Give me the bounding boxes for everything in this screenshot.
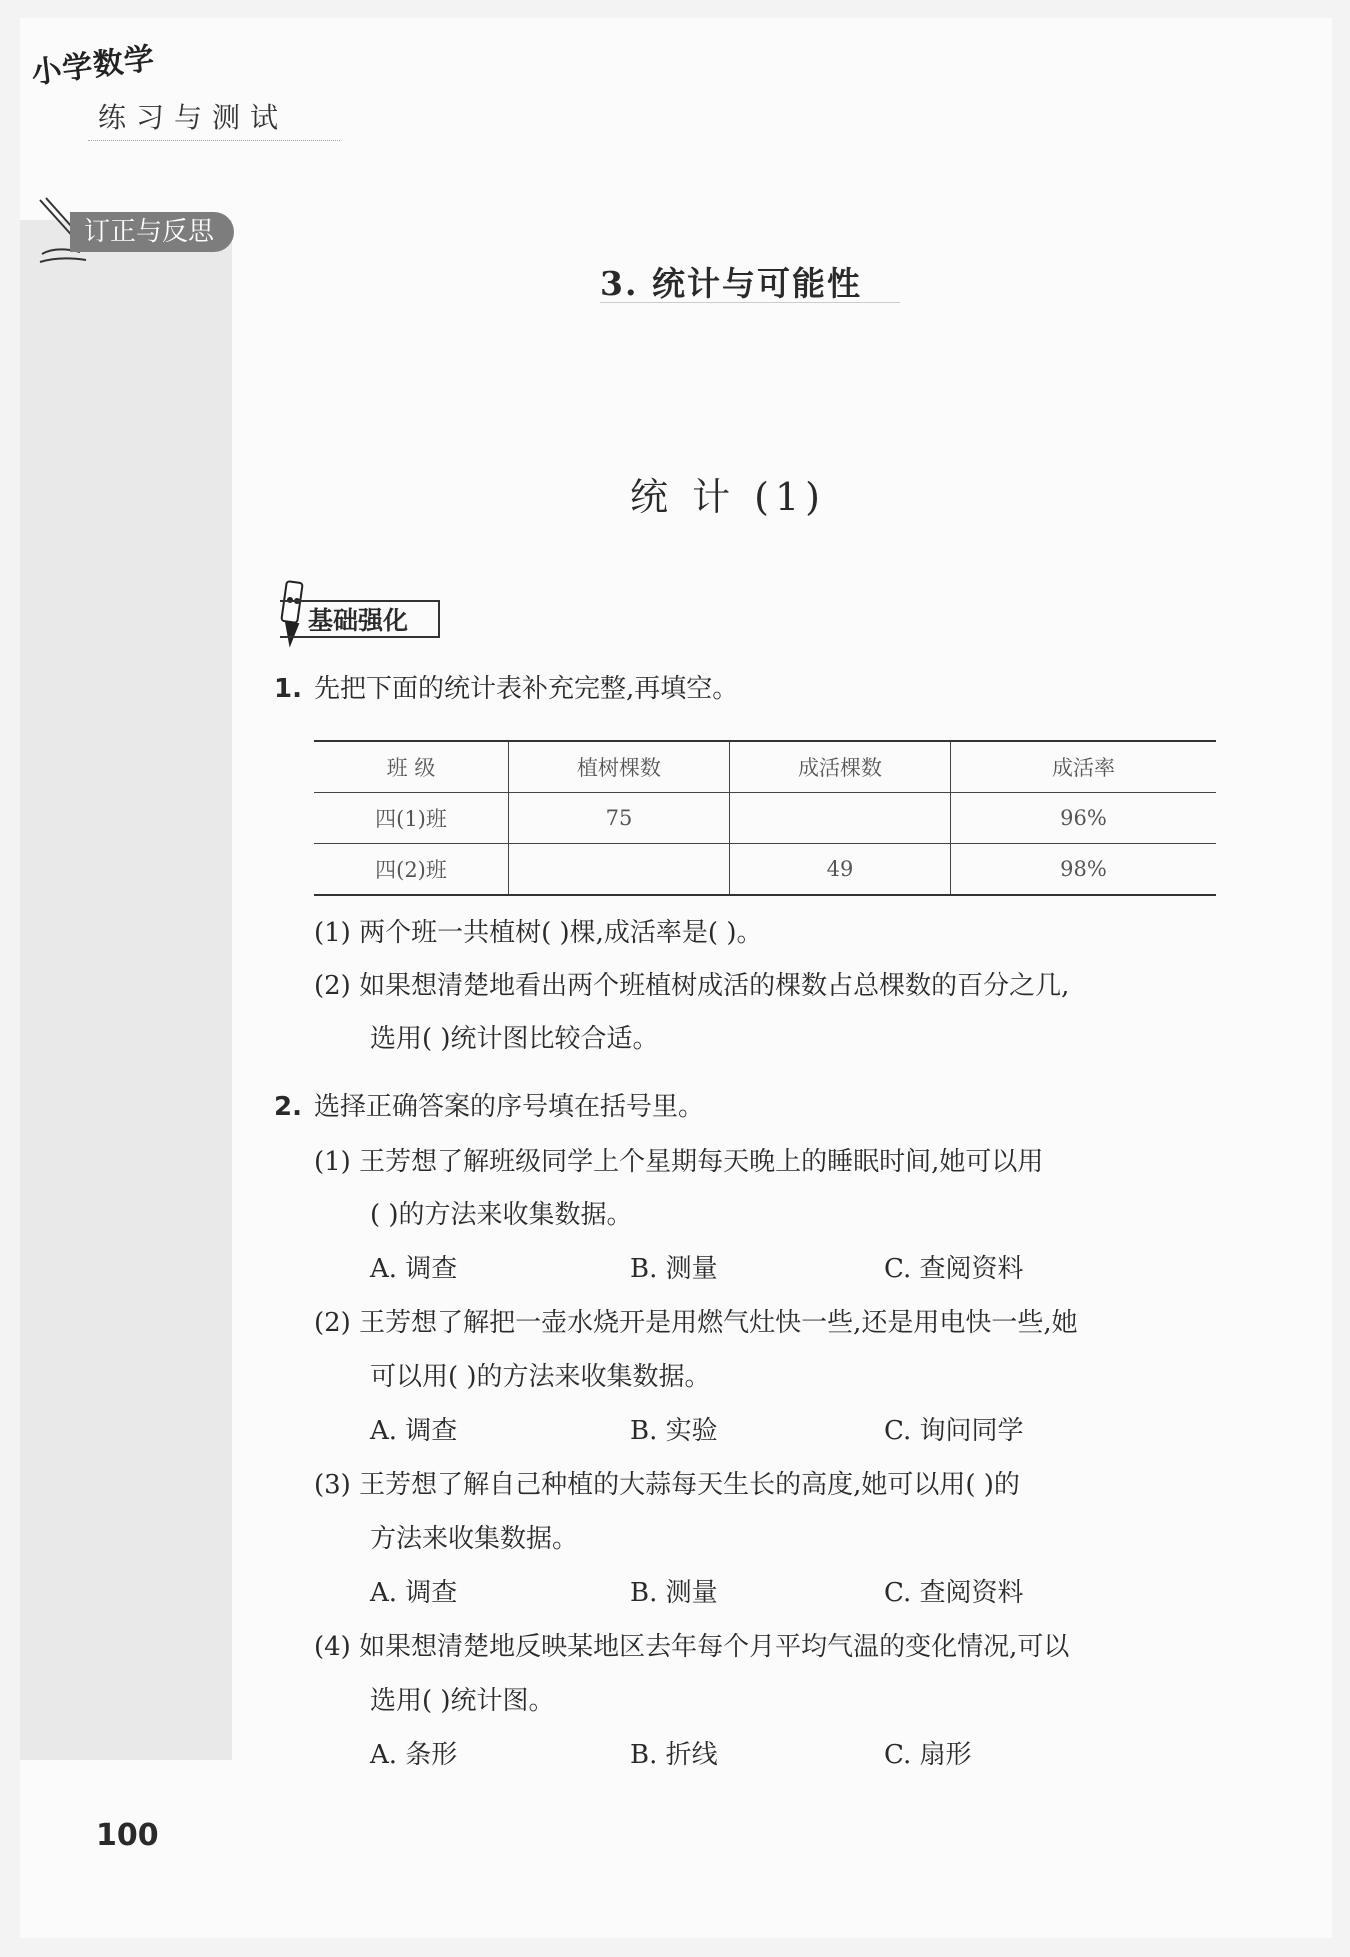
sub-question-2-3-cont: 方法来收集数据。 bbox=[370, 1524, 579, 1554]
option-c: C. 查阅资料 bbox=[884, 1254, 1024, 1284]
sidebar-tag: 订正与反思 bbox=[70, 212, 234, 252]
table-cell: 四(2)班 bbox=[314, 844, 509, 896]
question-number: 1. bbox=[274, 674, 302, 704]
sub-question-2-1-cont: ( )的方法来收集数据。 bbox=[370, 1200, 633, 1230]
question-1 bbox=[274, 668, 738, 705]
sub-question-2-2-cont: 可以用( )的方法来收集数据。 bbox=[370, 1362, 711, 1392]
sub-question-1-2: (2) 如果想清楚地看出两个班植树成活的棵数占总棵数的百分之几, bbox=[314, 971, 1070, 1001]
table-cell: 96% bbox=[951, 793, 1217, 844]
section-title: 统 计 (1) bbox=[630, 475, 826, 519]
question-text: 选择正确答案的序号填在括号里。 bbox=[313, 1092, 704, 1122]
sub-question-2-3: (3) 王芳想了解自己种植的大蒜每天生长的高度,她可以用( )的 bbox=[314, 1470, 1020, 1500]
table-cell: 98% bbox=[951, 844, 1217, 896]
book-title: 练习与测试 bbox=[98, 101, 289, 134]
question-text: 先把下面的统计表补充完整,再填空。 bbox=[313, 674, 739, 704]
chapter-title: 3. 统计与可能性 bbox=[600, 264, 862, 303]
header-rule bbox=[88, 140, 340, 141]
table-header: 班 级 bbox=[314, 741, 509, 793]
question-2 bbox=[274, 1086, 704, 1123]
option-b: B. 测量 bbox=[630, 1254, 718, 1284]
table-cell bbox=[509, 844, 730, 896]
option-a: A. 条形 bbox=[370, 1740, 458, 1770]
sub-question-2-2: (2) 王芳想了解把一壶水烧开是用燃气灶快一些,还是用电快一些,她 bbox=[314, 1308, 1078, 1338]
section-label: 基础强化 bbox=[280, 600, 440, 638]
sub-question-2-1: (1) 王芳想了解班级同学上个星期每天晚上的睡眠时间,她可以用 bbox=[314, 1147, 1044, 1177]
sub-question-2-4-cont: 选用( )统计图。 bbox=[370, 1686, 555, 1716]
chapter-rule bbox=[600, 302, 900, 303]
table-row bbox=[314, 793, 1216, 844]
table-cell: 75 bbox=[509, 793, 730, 844]
table-cell: 49 bbox=[730, 844, 951, 896]
option-c: C. 询问同学 bbox=[884, 1416, 1024, 1446]
table-header: 成活率 bbox=[951, 741, 1217, 793]
table-header-row bbox=[314, 741, 1216, 793]
stats-table bbox=[314, 740, 1216, 896]
option-a: A. 调查 bbox=[370, 1254, 458, 1284]
sub-question-2-4: (4) 如果想清楚地反映某地区去年每个月平均气温的变化情况,可以 bbox=[314, 1632, 1070, 1662]
series-title: 小学数学 bbox=[29, 41, 157, 92]
table-cell: 四(1)班 bbox=[314, 793, 509, 844]
table-header: 成活棵数 bbox=[730, 741, 951, 793]
sidebar-margin bbox=[20, 220, 232, 1760]
sub-question-1-1: (1) 两个班一共植树( )棵,成活率是( )。 bbox=[314, 918, 763, 948]
option-b: B. 实验 bbox=[630, 1416, 718, 1446]
sub-question-1-2-cont: 选用( )统计图比较合适。 bbox=[370, 1024, 659, 1054]
option-a: A. 调查 bbox=[370, 1416, 458, 1446]
table-header: 植树棵数 bbox=[509, 741, 730, 793]
option-b: B. 折线 bbox=[630, 1740, 718, 1770]
table-row bbox=[314, 844, 1216, 896]
option-a: A. 调查 bbox=[370, 1578, 458, 1608]
option-c: C. 扇形 bbox=[884, 1740, 972, 1770]
option-b: B. 测量 bbox=[630, 1578, 718, 1608]
option-c: C. 查阅资料 bbox=[884, 1578, 1024, 1608]
question-number: 2. bbox=[274, 1092, 302, 1122]
page-number: 100 bbox=[96, 1818, 159, 1853]
table-cell bbox=[730, 793, 951, 844]
